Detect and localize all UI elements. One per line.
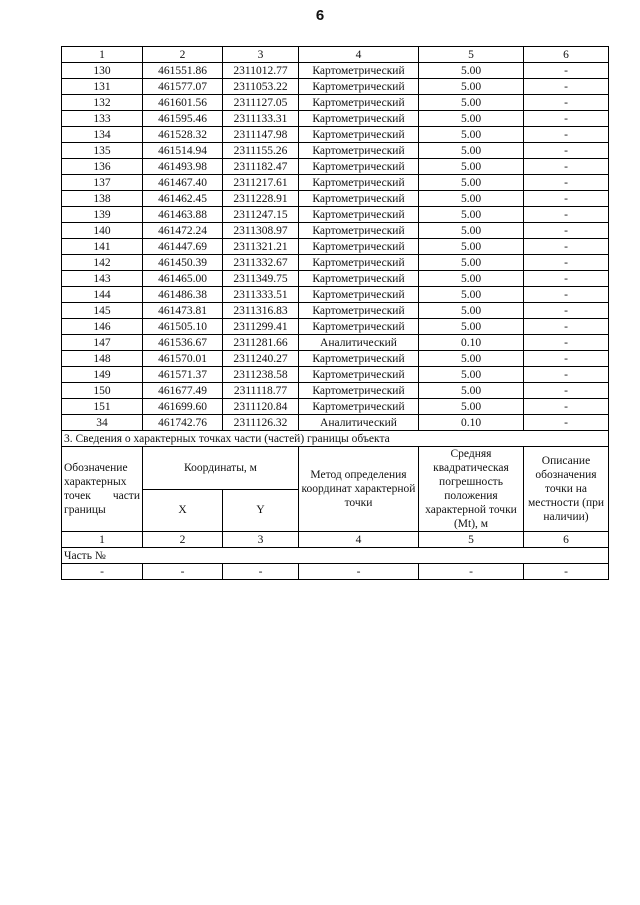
number-cell: 3 xyxy=(223,532,299,548)
table-row xyxy=(62,159,609,175)
table-cell: 150 xyxy=(62,383,143,399)
table-cell: Картометрический xyxy=(299,143,419,159)
header-cell: 5 xyxy=(419,47,524,63)
table-cell: Картометрический xyxy=(299,79,419,95)
table-cell: 2311247.15 xyxy=(223,207,299,223)
part-label: Часть № xyxy=(62,548,609,564)
table-cell: Картометрический xyxy=(299,399,419,415)
table-cell: 2311333.51 xyxy=(223,287,299,303)
table-cell: 5.00 xyxy=(419,287,524,303)
page-number: 6 xyxy=(315,7,325,24)
section3-numbers-row xyxy=(62,532,609,548)
table-cell: 144 xyxy=(62,287,143,303)
section3-title: 3. Сведения о характерных точках части (частей) границы объекта xyxy=(62,431,609,447)
table-cell: 5.00 xyxy=(419,319,524,335)
table-cell: 131 xyxy=(62,79,143,95)
table-cell: - xyxy=(524,159,609,175)
table-cell: - xyxy=(524,303,609,319)
table-row xyxy=(62,175,609,191)
table-row xyxy=(62,63,609,79)
table-cell: 151 xyxy=(62,399,143,415)
table-cell: 5.00 xyxy=(419,63,524,79)
table-cell: 2311118.77 xyxy=(223,383,299,399)
table-cell: Картометрический xyxy=(299,111,419,127)
table-cell: - xyxy=(524,223,609,239)
table-cell: 137 xyxy=(62,175,143,191)
table-cell: - xyxy=(524,367,609,383)
table-cell: 461473.81 xyxy=(143,303,223,319)
table-cell: 138 xyxy=(62,191,143,207)
table-cell: 2311308.97 xyxy=(223,223,299,239)
empty-cell: - xyxy=(299,564,419,580)
number-cell: 2 xyxy=(143,532,223,548)
table-cell: 2311321.21 xyxy=(223,239,299,255)
table-cell: 5.00 xyxy=(419,255,524,271)
table-cell: Картометрический xyxy=(299,255,419,271)
col-x-header: X xyxy=(143,489,223,532)
table-cell: Аналитический xyxy=(299,415,419,431)
table-row xyxy=(62,303,609,319)
table-cell: 2311182.47 xyxy=(223,159,299,175)
col-description-header: Описание обозначения точки на местности (при наличии) xyxy=(524,447,609,532)
table-cell: 141 xyxy=(62,239,143,255)
table-row xyxy=(62,95,609,111)
table-cell: 5.00 xyxy=(419,271,524,287)
table-row xyxy=(62,287,609,303)
table-cell: 5.00 xyxy=(419,95,524,111)
table-cell: 142 xyxy=(62,255,143,271)
table-cell: 5.00 xyxy=(419,79,524,95)
table-cell: 148 xyxy=(62,351,143,367)
table-cell: 461450.39 xyxy=(143,255,223,271)
header-cell: 6 xyxy=(524,47,609,63)
table-row xyxy=(62,111,609,127)
table-cell: 139 xyxy=(62,207,143,223)
table-cell: 5.00 xyxy=(419,367,524,383)
table-cell: - xyxy=(524,335,609,351)
table-cell: Картометрический xyxy=(299,367,419,383)
table-cell: - xyxy=(524,175,609,191)
table-cell: 5.00 xyxy=(419,303,524,319)
table-cell: 5.00 xyxy=(419,159,524,175)
col-y-header: Y xyxy=(223,489,299,532)
table-cell: - xyxy=(524,143,609,159)
table-cell: 5.00 xyxy=(419,351,524,367)
table-cell: - xyxy=(524,239,609,255)
table-cell: 461505.10 xyxy=(143,319,223,335)
table-cell: - xyxy=(524,207,609,223)
table-cell: 133 xyxy=(62,111,143,127)
table-cell: 2311316.83 xyxy=(223,303,299,319)
table-cell: Картометрический xyxy=(299,287,419,303)
table-cell: Картометрический xyxy=(299,63,419,79)
table-cell: Картометрический xyxy=(299,175,419,191)
table-row xyxy=(62,415,609,431)
table-cell: - xyxy=(524,287,609,303)
col-coordinates-header: Координаты, м xyxy=(143,447,299,490)
table-row xyxy=(62,367,609,383)
table-cell: 2311299.41 xyxy=(223,319,299,335)
table-cell: - xyxy=(524,319,609,335)
table-row xyxy=(62,191,609,207)
table-cell: 5.00 xyxy=(419,127,524,143)
table-cell: 0.10 xyxy=(419,335,524,351)
table-cell: 134 xyxy=(62,127,143,143)
table-cell: 34 xyxy=(62,415,143,431)
table-cell: 2311240.27 xyxy=(223,351,299,367)
table-row xyxy=(62,223,609,239)
table-header-row xyxy=(62,47,609,63)
table-cell: 461742.76 xyxy=(143,415,223,431)
number-cell: 5 xyxy=(419,532,524,548)
table-cell: 461571.37 xyxy=(143,367,223,383)
col-method-header: Метод определения координат характерной точки xyxy=(299,447,419,532)
table-cell: - xyxy=(524,79,609,95)
table-cell: 2311349.75 xyxy=(223,271,299,287)
empty-cell: - xyxy=(419,564,524,580)
table-cell: 461577.07 xyxy=(143,79,223,95)
table-cell: 461570.01 xyxy=(143,351,223,367)
col-designation-header: Обозначение характерных точек части границы xyxy=(62,447,143,532)
table-cell: 5.00 xyxy=(419,191,524,207)
table-cell: 2311155.26 xyxy=(223,143,299,159)
table-cell: 2311133.31 xyxy=(223,111,299,127)
table-cell: 461514.94 xyxy=(143,143,223,159)
table-row xyxy=(62,319,609,335)
empty-cell: - xyxy=(62,564,143,580)
table-cell: - xyxy=(524,383,609,399)
table-cell: Картометрический xyxy=(299,303,419,319)
table-cell: 2311238.58 xyxy=(223,367,299,383)
table-cell: 5.00 xyxy=(419,111,524,127)
table-cell: Картометрический xyxy=(299,159,419,175)
table-cell: 461536.67 xyxy=(143,335,223,351)
table-cell: 2311281.66 xyxy=(223,335,299,351)
table-cell: - xyxy=(524,351,609,367)
table-cell: Картометрический xyxy=(299,239,419,255)
table-cell: 461493.98 xyxy=(143,159,223,175)
header-cell: 1 xyxy=(62,47,143,63)
table-row xyxy=(62,271,609,287)
section3-title-row xyxy=(62,431,609,447)
empty-cell: - xyxy=(143,564,223,580)
table-cell: - xyxy=(524,191,609,207)
table-cell: Картометрический xyxy=(299,127,419,143)
table-cell: 461699.60 xyxy=(143,399,223,415)
table-row xyxy=(62,127,609,143)
table-cell: 2311332.67 xyxy=(223,255,299,271)
table-cell: 140 xyxy=(62,223,143,239)
table-cell: 0.10 xyxy=(419,415,524,431)
table-cell: 2311147.98 xyxy=(223,127,299,143)
header-cell: 4 xyxy=(299,47,419,63)
empty-cell: - xyxy=(524,564,609,580)
table-cell: 5.00 xyxy=(419,143,524,159)
table-cell: - xyxy=(524,63,609,79)
table-cell: - xyxy=(524,399,609,415)
table-row xyxy=(62,399,609,415)
number-cell: 6 xyxy=(524,532,609,548)
table-cell: 143 xyxy=(62,271,143,287)
table-row xyxy=(62,383,609,399)
table-cell: Картометрический xyxy=(299,191,419,207)
part-label-row xyxy=(62,548,609,564)
table-cell: - xyxy=(524,271,609,287)
table-cell: 149 xyxy=(62,367,143,383)
table-cell: 136 xyxy=(62,159,143,175)
empty-data-row xyxy=(62,564,609,580)
table-cell: - xyxy=(524,127,609,143)
table-cell: 461595.46 xyxy=(143,111,223,127)
table-cell: 2311126.32 xyxy=(223,415,299,431)
table-cell: Картометрический xyxy=(299,383,419,399)
table-cell: - xyxy=(524,95,609,111)
table-cell: 2311053.22 xyxy=(223,79,299,95)
number-cell: 1 xyxy=(62,532,143,548)
table-cell: Картометрический xyxy=(299,319,419,335)
table-cell: 461463.88 xyxy=(143,207,223,223)
table-cell: 461677.49 xyxy=(143,383,223,399)
table-cell: 461601.56 xyxy=(143,95,223,111)
table-cell: 2311012.77 xyxy=(223,63,299,79)
table-cell: Картометрический xyxy=(299,271,419,287)
table-cell: 5.00 xyxy=(419,383,524,399)
table-cell: 461528.32 xyxy=(143,127,223,143)
table-cell: 147 xyxy=(62,335,143,351)
header-cell: 3 xyxy=(223,47,299,63)
table-row xyxy=(62,207,609,223)
table-cell: 5.00 xyxy=(419,399,524,415)
table-row xyxy=(62,335,609,351)
table-row xyxy=(62,79,609,95)
table-cell: 461462.45 xyxy=(143,191,223,207)
table-cell: 5.00 xyxy=(419,223,524,239)
table-cell: 461467.40 xyxy=(143,175,223,191)
table-cell: 461472.24 xyxy=(143,223,223,239)
section3-header-row xyxy=(62,447,609,490)
table-cell: 2311228.91 xyxy=(223,191,299,207)
table-cell: 5.00 xyxy=(419,239,524,255)
table-cell: 461486.38 xyxy=(143,287,223,303)
table-cell: - xyxy=(524,255,609,271)
table-cell: - xyxy=(524,415,609,431)
table-cell: 132 xyxy=(62,95,143,111)
table-cell: 2311217.61 xyxy=(223,175,299,191)
table-row xyxy=(62,239,609,255)
table-cell: - xyxy=(524,111,609,127)
table-cell: Картометрический xyxy=(299,223,419,239)
coordinates-table xyxy=(61,46,609,580)
table-cell: Картометрический xyxy=(299,95,419,111)
table-cell: 5.00 xyxy=(419,207,524,223)
table-row xyxy=(62,143,609,159)
col-error-header: Средняя квадратическая погрешность положения характерной точки (Mt), м xyxy=(419,447,524,532)
table-cell: 146 xyxy=(62,319,143,335)
table-cell: Картометрический xyxy=(299,207,419,223)
table-row xyxy=(62,351,609,367)
table-cell: 5.00 xyxy=(419,175,524,191)
table-cell: 130 xyxy=(62,63,143,79)
table-cell: 461447.69 xyxy=(143,239,223,255)
number-cell: 4 xyxy=(299,532,419,548)
table-cell: 145 xyxy=(62,303,143,319)
table-cell: 135 xyxy=(62,143,143,159)
table-cell: Аналитический xyxy=(299,335,419,351)
header-cell: 2 xyxy=(143,47,223,63)
empty-cell: - xyxy=(223,564,299,580)
table-cell: 461551.86 xyxy=(143,63,223,79)
table-cell: 2311127.05 xyxy=(223,95,299,111)
table-cell: 2311120.84 xyxy=(223,399,299,415)
table-row xyxy=(62,255,609,271)
table-cell: Картометрический xyxy=(299,351,419,367)
table-cell: 461465.00 xyxy=(143,271,223,287)
